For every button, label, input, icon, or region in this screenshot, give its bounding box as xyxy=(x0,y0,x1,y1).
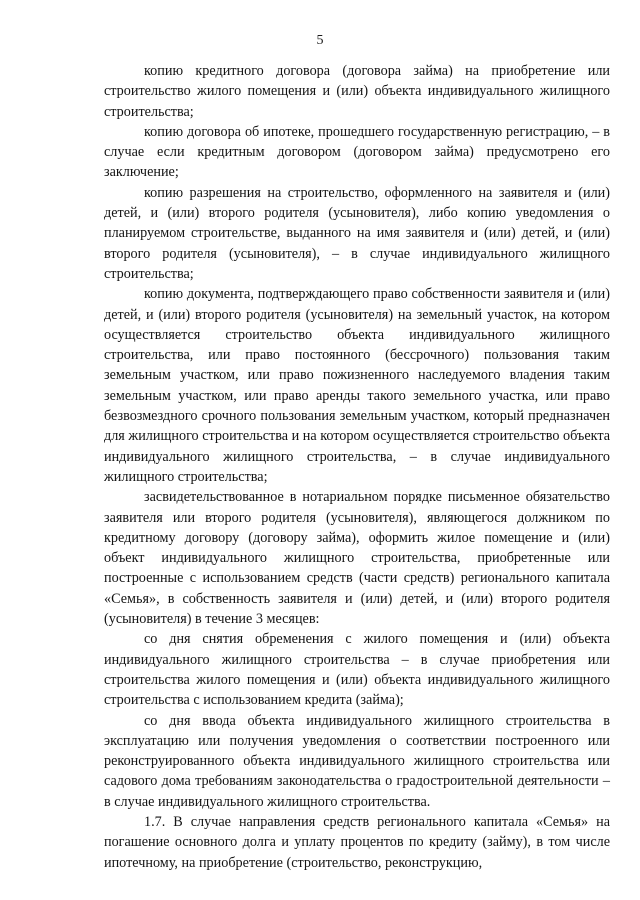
paragraph-construction-permit-copy: копию разрешения на строительство, оформленного на заявителя и (или) детей, и (или) второго родителя (усыновителя), либо копию уведомления о планируемом строительстве, выданного на имя заявителя и (или) детей, и (или) второго родителя (усыновителя), – в случае индивидуального жилищного строительства; xyxy=(104,184,610,282)
page-number: 5 xyxy=(316,33,324,48)
paragraph-commissioning: со дня ввода объекта индивидуального жилищного строительства в эксплуатацию или получения уведомления о соответствии построенного или реконструированного объекта индивидуального жилищного строительства или садового дома требованиям законодательства о градостроительной деятельности – в случае индивидуального жилищного строительства. xyxy=(104,712,610,810)
paragraph-section-1-7: 1.7. В случае направления средств регионального капитала «Семья» на погашение основного долга и уплату процентов по кредиту (займу), в том числе ипотечному, на приобретение (строительство, реконструкцию, xyxy=(104,813,610,871)
paragraph-land-ownership-copy: копию документа, подтверждающего право собственности заявителя и (или) детей, и (или) второго родителя (усыновителя) на земельный участок, на котором осуществляется строительство объекта индивидуального жилищного строительства, или право постоянного (бессрочного) пользования таким земельным участком, или право пожизненного наследуемого владения таким земельным участком, или право аренды такого земельного участка, или право безвозмездного срочного пользования земельным участком, который предназначен для жилищного строительства и на котором осуществляется строительство объекта индивидуального жилищного строительства, – в случае индивидуального жилищного строительства; xyxy=(104,286,610,485)
paragraph-mortgage-agreement-copy: копию договора об ипотеке, прошедшего государственную регистрацию, – в случае если кредитным договором (договором займа) предусмотрено его заключение; xyxy=(104,123,610,181)
paragraph-credit-agreement-copy: копию кредитного договора (договора займа) на приобретение или строительство жилого помещения и (или) объекта индивидуального жилищного строительства; xyxy=(104,63,610,120)
paragraph-encumbrance-removal: со дня снятия обременения с жилого помещения и (или) объекта индивидуального жилищного строительства – в случае приобретения или строительства жилого помещения и (или) объекта индивидуального жилищного строительства с использованием кредита (займа); xyxy=(104,631,610,709)
document-body xyxy=(104,61,610,873)
paragraph-notarized-obligation: засвидетельствованное в нотариальном порядке письменное обязательство заявителя или второго родителя (усыновителя), являющегося должником по кредитному договору (договору займа), оформить жилое помещение и (или) объект индивидуального жилищного строительства, приобретенные или построенные с использованием средств (части средств) регионального капитала «Семья», в собственность заявителя и (или) детей, и (или) второго родителя (усыновителя) в течение 3 месяцев: xyxy=(104,489,610,628)
